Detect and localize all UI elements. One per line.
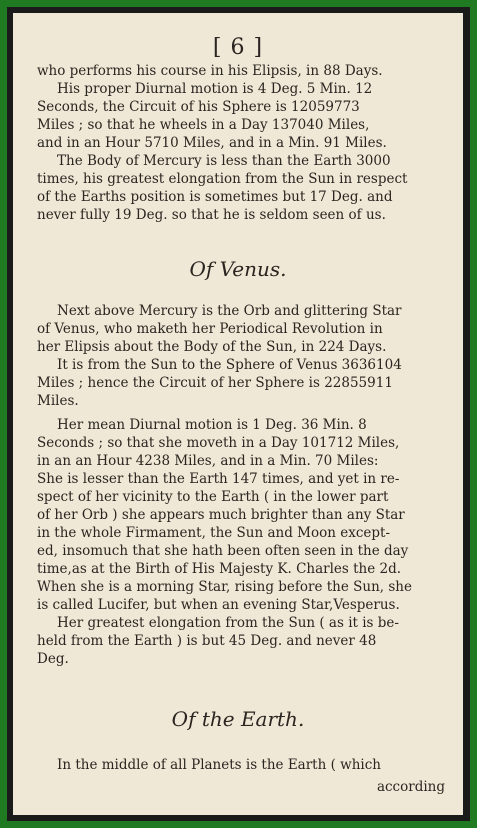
text-line: her Elipsis about the Body of the Sun, in 224 Days. [37, 339, 387, 355]
text-line: in an an Hour 4238 Miles, and in a Min. 70 Miles: [37, 453, 379, 469]
text-line: Next above Mercury is the Orb and glittering Star [57, 303, 402, 319]
text-line: The Body of Mercury is less than the Earth 3000 [57, 153, 391, 169]
text-line: in the whole Firmament, the Sun and Moon except- [37, 525, 391, 541]
text-line: and in an Hour 5710 Miles, and in a Min. 91 Miles. [37, 135, 387, 151]
text-line: It is from the Sun to the Sphere of Venus 3636104 [57, 357, 402, 373]
section-heading-venus: Of Venus. [189, 257, 287, 281]
text-line: of Venus, who maketh her Periodical Revolution in [37, 321, 383, 337]
text-line: Her greatest elongation from the Sun ( as it is be- [57, 615, 399, 631]
text-line: is called Lucifer, but when an evening Star,Vesperus. [37, 597, 400, 613]
text-line: When she is a morning Star, rising before the Sun, she [37, 579, 412, 595]
book-page [13, 13, 463, 815]
text-line: spect of her vicinity to the Earth ( in the lower part [37, 489, 389, 505]
text-line: held from the Earth ) is but 45 Deg. and never 48 [37, 633, 377, 649]
text-line: Miles ; hence the Circuit of her Sphere is 22855911 [37, 375, 393, 391]
text-line: time,as at the Birth of His Majesty K. Charles the 2d. [37, 561, 402, 577]
text-line: His proper Diurnal motion is 4 Deg. 5 Min. 12 [57, 81, 373, 97]
section-heading-earth: Of the Earth. [171, 707, 305, 731]
text-line: Her mean Diurnal motion is 1 Deg. 36 Min. 8 [57, 417, 367, 433]
text-line: times, his greatest elongation from the Sun in respect [37, 171, 408, 187]
text-line: Deg. [37, 651, 69, 667]
text-line: of her Orb ) she appears much brighter than any Star [37, 507, 405, 523]
text-line: Miles ; so that he wheels in a Day 137040 Miles, [37, 117, 370, 133]
text-line: never fully 19 Deg. so that he is seldom seen of us. [37, 207, 386, 223]
text-line: She is lesser than the Earth 147 times, and yet in re- [37, 471, 400, 487]
catchword: according [376, 779, 445, 795]
page-number: [ 6 ] [212, 35, 264, 60]
text-line: Miles. [37, 393, 79, 409]
text-line: of the Earths position is sometimes but 17 Deg. and [37, 189, 393, 205]
text-line: Seconds, the Circuit of his Sphere is 12059773 [37, 99, 360, 115]
text-line: In the middle of all Planets is the Earth ( which [57, 757, 381, 773]
text-line: ed, insomuch that she hath been often seen in the day [37, 543, 409, 559]
text-line: Seconds ; so that she moveth in a Day 101712 Miles, [37, 435, 400, 451]
text-line: who performs his course in his Elipsis, in 88 Days. [37, 63, 383, 79]
